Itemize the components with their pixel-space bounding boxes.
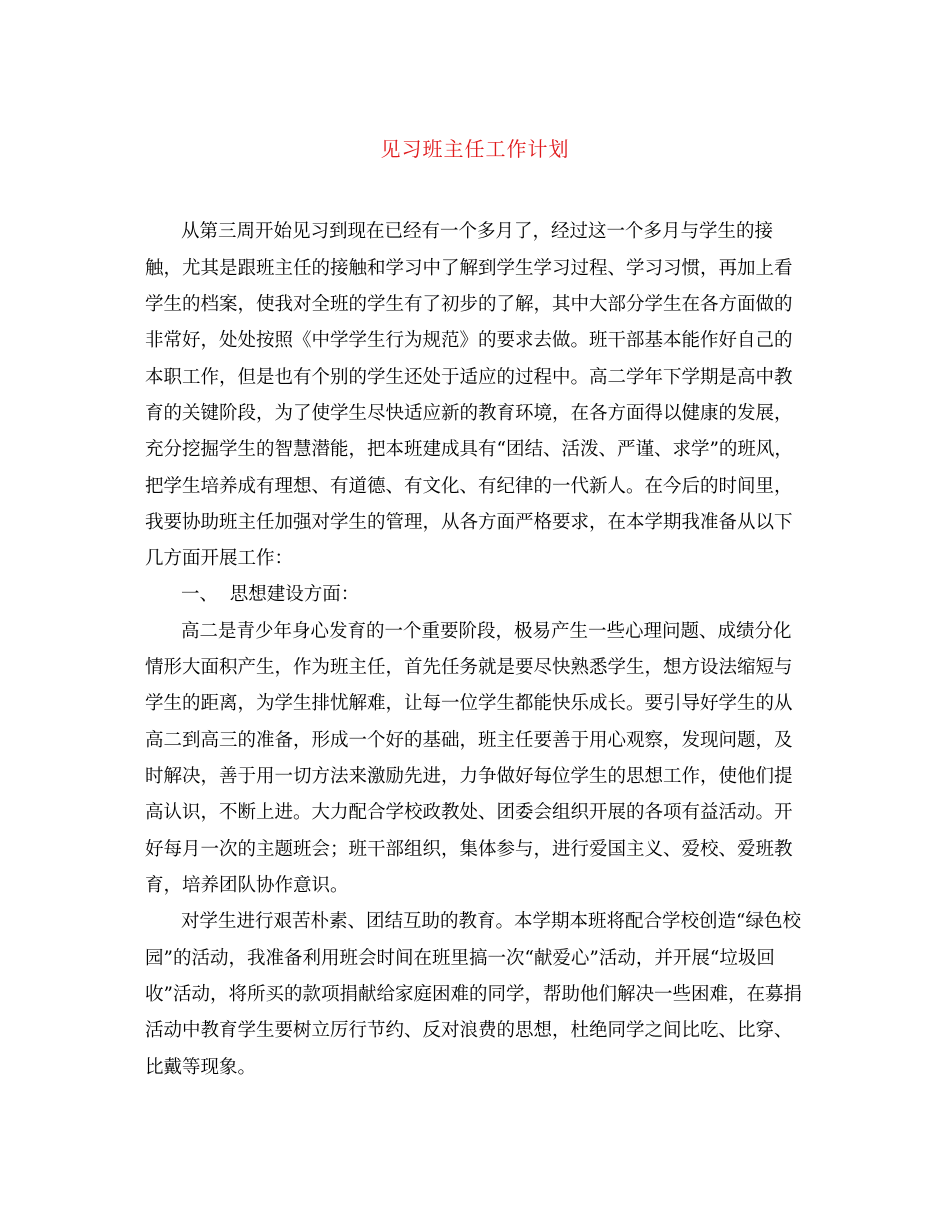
section-heading: 一、 思想建设方面： bbox=[181, 584, 360, 605]
paragraph-line: 从第三周开始见习到现在已经有一个多月了，经过这一个多月与学生的接 bbox=[181, 221, 774, 242]
paragraph-line: 育，培养团队协作意识。 bbox=[145, 875, 349, 896]
paragraph-line: 高认识，不断上进。大力配合学校政教处、团委会组织开展的各项有益活动。开 bbox=[145, 802, 793, 823]
paragraph-line: 对学生进行艰苦朴素、团结互助的教育。本学期本班将配合学校创造“绿色校 bbox=[181, 911, 801, 932]
paragraph-line: 把学生培养成有理想、有道德、有文化、有纪律的一代新人。在今后的时间里， bbox=[145, 476, 793, 497]
paragraph-line: 比戴等现象。 bbox=[145, 1057, 257, 1078]
paragraph-line: 收”活动，将所买的款项捐献给家庭困难的同学，帮助他们解决一些困难，在募捐 bbox=[145, 984, 802, 1005]
paragraph-line: 高二是青少年身心发育的一个重要阶段，极易产生一些心理问题、成绩分化 bbox=[181, 621, 792, 642]
paragraph-line: 充分挖掘学生的智慧潜能，把本班建成具有“团结、活泼、严谨、求学”的班风， bbox=[145, 439, 793, 460]
paragraph-line: 园”的活动，我准备利用班会时间在班里搞一次“献爱心”活动，并开展“垃圾回 bbox=[145, 948, 775, 969]
paragraph-line: 触，尤其是跟班主任的接触和学习中了解到学生学习过程、学习习惯，再加上看 bbox=[145, 258, 793, 279]
paragraph-line: 几方面开展工作： bbox=[145, 548, 294, 569]
paragraph-line: 活动中教育学生要树立厉行节约、反对浪费的思想，杜绝同学之间比吃、比穿、 bbox=[145, 1020, 793, 1041]
paragraph-line: 育的关键阶段，为了使学生尽快适应新的教育环境，在各方面得以健康的发展， bbox=[145, 403, 793, 424]
paragraph-line: 我要协助班主任加强对学生的管理，从各方面严格要求，在本学期我准备从以下 bbox=[145, 512, 793, 533]
paragraph-line: 学生的距离，为学生排忧解难，让每一位学生都能快乐成长。要引导好学生的从 bbox=[145, 693, 793, 714]
paragraph-line: 好每月一次的主题班会；班干部组织，集体参与，进行爱国主义、爱校、爱班教 bbox=[145, 839, 793, 860]
document-title: 见习班主任工作计划 bbox=[380, 137, 570, 161]
paragraph-line: 本职工作，但是也有个别的学生还处于适应的过程中。高二学年下学期是高中教 bbox=[145, 367, 793, 388]
paragraph-line: 时解决，善于用一切方法来激励先进，力争做好每位学生的思想工作，使他们提 bbox=[145, 766, 793, 787]
paragraph-line: 学生的档案，使我对全班的学生有了初步的了解，其中大部分学生在各方面做的 bbox=[145, 294, 793, 315]
paragraph-line: 情形大面积产生，作为班主任，首先任务就是要尽快熟悉学生，想方设法缩短与 bbox=[145, 657, 793, 678]
paragraph-line: 高二到高三的准备，形成一个好的基础，班主任要善于用心观察，发现问题，及 bbox=[145, 730, 793, 751]
paragraph-line: 非常好，处处按照《中学学生行为规范》的要求去做。班干部基本能作好自己的 bbox=[145, 330, 793, 351]
